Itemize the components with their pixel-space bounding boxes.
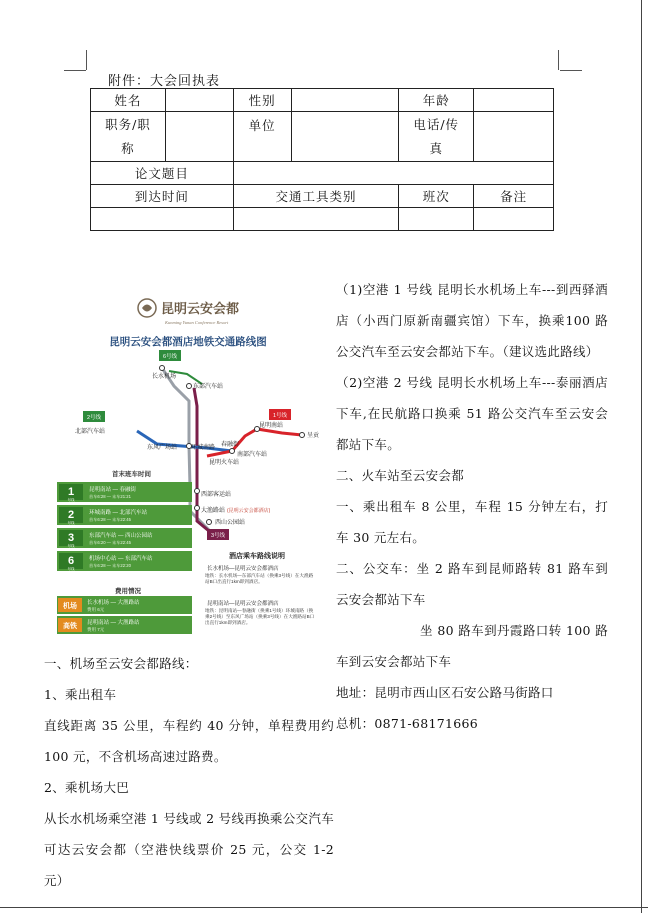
station-xibu-transport: 西部客运站: [201, 492, 232, 498]
station-beibu-bus: 北部汽车站: [75, 429, 106, 435]
hotel-address: 地址：昆明市西山区石安公路马街路口: [336, 685, 554, 700]
fee-route: 昆明南站 — 大渔路站: [87, 620, 140, 626]
schedule-list: [57, 482, 192, 571]
section-railway-heading: 二、火车站至云安会都: [336, 468, 465, 483]
airport-bus-heading: 2、乘机场大巴: [44, 780, 130, 795]
schedule-line-suffix: 号线: [67, 498, 75, 502]
field-paper-title[interactable]: [233, 162, 553, 185]
railway-bus-option2: 坐 80 路车到丹霞路口转 100 路车到云安会都站下车: [336, 623, 608, 669]
section-airport-heading: 一、机场至云安会都路线：: [44, 656, 198, 671]
schedule-line-number: 1: [67, 486, 75, 498]
fee-tag: 高铁: [63, 623, 77, 630]
brand-name: 昆明云安会都: [161, 301, 240, 316]
station-kunming-south: 昆明南站: [259, 423, 284, 429]
field-flight[interactable]: [399, 208, 474, 231]
label-name: 姓名: [91, 89, 166, 112]
station-dot: [195, 489, 200, 494]
station-chunrong: 春融街: [221, 442, 240, 448]
field-phone[interactable]: [474, 112, 554, 162]
airport-bus-details: 从长水机场乘空港 1 号线或 2 号线再换乘公交汽车可达云安会都（空港快线票价 25 元，公交 1-2 元）: [44, 811, 334, 888]
station-xishan-park: 西山公园站: [215, 520, 246, 526]
label-paper-title: 论文题目: [91, 162, 234, 185]
hotel-route2-body-wrap: [205, 608, 317, 640]
field-name[interactable]: [165, 89, 233, 112]
railway-bus-option1: 二、公交车：坐 2 路车到昆师路转 81 路车到云安会都站下车: [336, 561, 608, 607]
page-edge-bottom: [0, 907, 648, 908]
station-dayu-road: 大渔路站: [201, 508, 226, 514]
registration-form-table: [90, 88, 554, 231]
label-remarks: 备注: [474, 185, 554, 208]
annex-title: 附件：大会回执表: [108, 74, 221, 89]
station-nanbu-bus: 南部汽车站: [237, 452, 268, 458]
field-transport-type[interactable]: [233, 208, 399, 231]
field-gender[interactable]: [291, 89, 399, 112]
badge-line6-text: 6号线: [162, 354, 178, 360]
station-dot: [207, 520, 212, 525]
label-phone-line1: 电话/传: [413, 116, 460, 132]
schedule-route: 机场中心站 — 东部汽车站: [89, 556, 153, 562]
label-flight: 班次: [399, 185, 474, 208]
station-dot: [160, 366, 165, 371]
hotel-route1-body: 地铁：长水机场—东部汽车站（换乘3号线）在大渔路站B口出直行1km即到酒店。: [205, 573, 314, 584]
fee-list: [57, 596, 192, 634]
fee-amount: 费用 6元: [87, 607, 105, 612]
left-column-text: [44, 648, 334, 896]
right-column-text: [336, 274, 608, 739]
station-dot: [230, 449, 235, 454]
schedule-line-number: 6: [67, 555, 75, 567]
fee-tag: 机场: [63, 603, 77, 610]
badge-line3-text: 3号线: [210, 533, 226, 539]
taxi-heading: 1、乘出租车: [44, 687, 117, 702]
schedule-time: 首车6:20 — 末车22:45: [89, 540, 131, 545]
hotel-route2-body: 地铁：昆明南站—春融街（换乘1号线）环城南路（换乘2号线）至东风广场站（换乘3号线）在大渔路站B口出直行1km即到酒店。: [205, 608, 315, 625]
schedule-line-suffix: 号线: [67, 567, 75, 571]
label-phone-line2: 真: [429, 140, 443, 156]
field-title[interactable]: [165, 112, 233, 162]
hotel-route2-title: 昆明南站—昆明云安会都酒店: [207, 601, 279, 607]
crop-mark: [86, 50, 87, 70]
label-unit: 单位: [233, 112, 291, 162]
schedule-line-number: 2: [67, 509, 75, 521]
hotel-switchboard: 总机：0871-68171666: [336, 716, 478, 731]
station-dongbu-bus: 东部汽车站: [193, 384, 224, 390]
label-age: 年龄: [399, 89, 474, 112]
airport-line2-route: （2)空港 2 号线 昆明长水机场上车---泰丽酒店下车,在民航路口换乘 51 路公交汽车至云安会都站下车。: [336, 375, 608, 452]
page-edge-right: [641, 0, 642, 913]
hotel-route1-title: 长水机场—昆明云安会都酒店: [207, 566, 279, 572]
label-arrival-time: 到达时间: [91, 185, 234, 208]
station-changshui-airport: 长水机场: [152, 374, 177, 380]
station-chenggong: 呈贡: [307, 433, 320, 439]
brand-english: Kunming Yunan Conference Resort: [165, 320, 229, 325]
field-arrival-time[interactable]: [91, 208, 234, 231]
badge-line2-text: 2号线: [86, 415, 102, 421]
schedule-line-suffix: 号线: [67, 521, 75, 525]
brand-logo: [138, 299, 156, 317]
airport-line1-route: （1)空港 1 号线 昆明长水机场上车---到西驿酒店（小西门原新南疆宾馆）下车，换乘100 路公交汽车至云安会都站下车。（建议选此路线）: [336, 282, 608, 359]
schedule-title: 首末班车时间: [112, 471, 151, 478]
schedule-time: 首车6:28 — 末车21:21: [89, 494, 131, 499]
label-title-line2: 称: [121, 140, 135, 156]
station-dot: [300, 433, 305, 438]
crop-mark: [560, 70, 582, 71]
station-dot: [187, 384, 192, 389]
schedule-time: 首车6:28 — 末车22:45: [89, 517, 131, 522]
label-gender: 性别: [233, 89, 291, 112]
hotel-route-title: 酒店乘车路线说明: [229, 553, 285, 560]
schedule-line-number: 3: [67, 532, 75, 544]
schedule-route: 环城南路 — 北部汽车站: [89, 510, 148, 516]
field-unit[interactable]: [291, 112, 399, 162]
field-age[interactable]: [474, 89, 554, 112]
label-title: [91, 112, 166, 162]
resort-location-label: (昆明云安会都酒店): [227, 508, 271, 514]
station-kunming-railway: 昆明火车站: [209, 460, 240, 466]
station-huancheng-south: 环城南路: [191, 445, 216, 451]
crop-mark: [558, 50, 559, 70]
taxi-details: 直线距离 35 公里，车程约 40 分钟，单程费用约 100 元，不含机场高速过路费。: [44, 718, 334, 764]
metro-route-map: [57, 286, 320, 640]
label-title-line1: 职务/职: [105, 116, 151, 132]
schedule-route: 昆明南站 — 春融街: [89, 487, 137, 493]
fee-amount: 费用 7元: [87, 627, 105, 632]
station-dot: [195, 506, 200, 511]
schedule-route: 东部汽车站 — 西山公园站: [89, 533, 153, 539]
badge-line1-text: 1号线: [272, 413, 288, 419]
map-title: 昆明云安会都酒店地铁交通路线图: [109, 336, 267, 348]
station-dongfeng-square: 东风广场站: [147, 445, 178, 451]
crop-mark: [64, 70, 86, 71]
field-remarks[interactable]: [474, 208, 554, 231]
schedule-time: 首车6:28 — 末车22:20: [89, 563, 131, 568]
label-transport-type: 交通工具类别: [233, 185, 399, 208]
fee-title: 费用情况: [115, 588, 141, 595]
hotel-route1-body-wrap: [205, 573, 317, 597]
schedule-line-suffix: 号线: [67, 544, 75, 548]
label-phone: [399, 112, 474, 162]
railway-taxi: 一、乘出租车 8 公里，车程 15 分钟左右，打车 30 元左右。: [336, 499, 608, 545]
fee-route: 长水机场 — 大渔路站: [87, 600, 140, 606]
